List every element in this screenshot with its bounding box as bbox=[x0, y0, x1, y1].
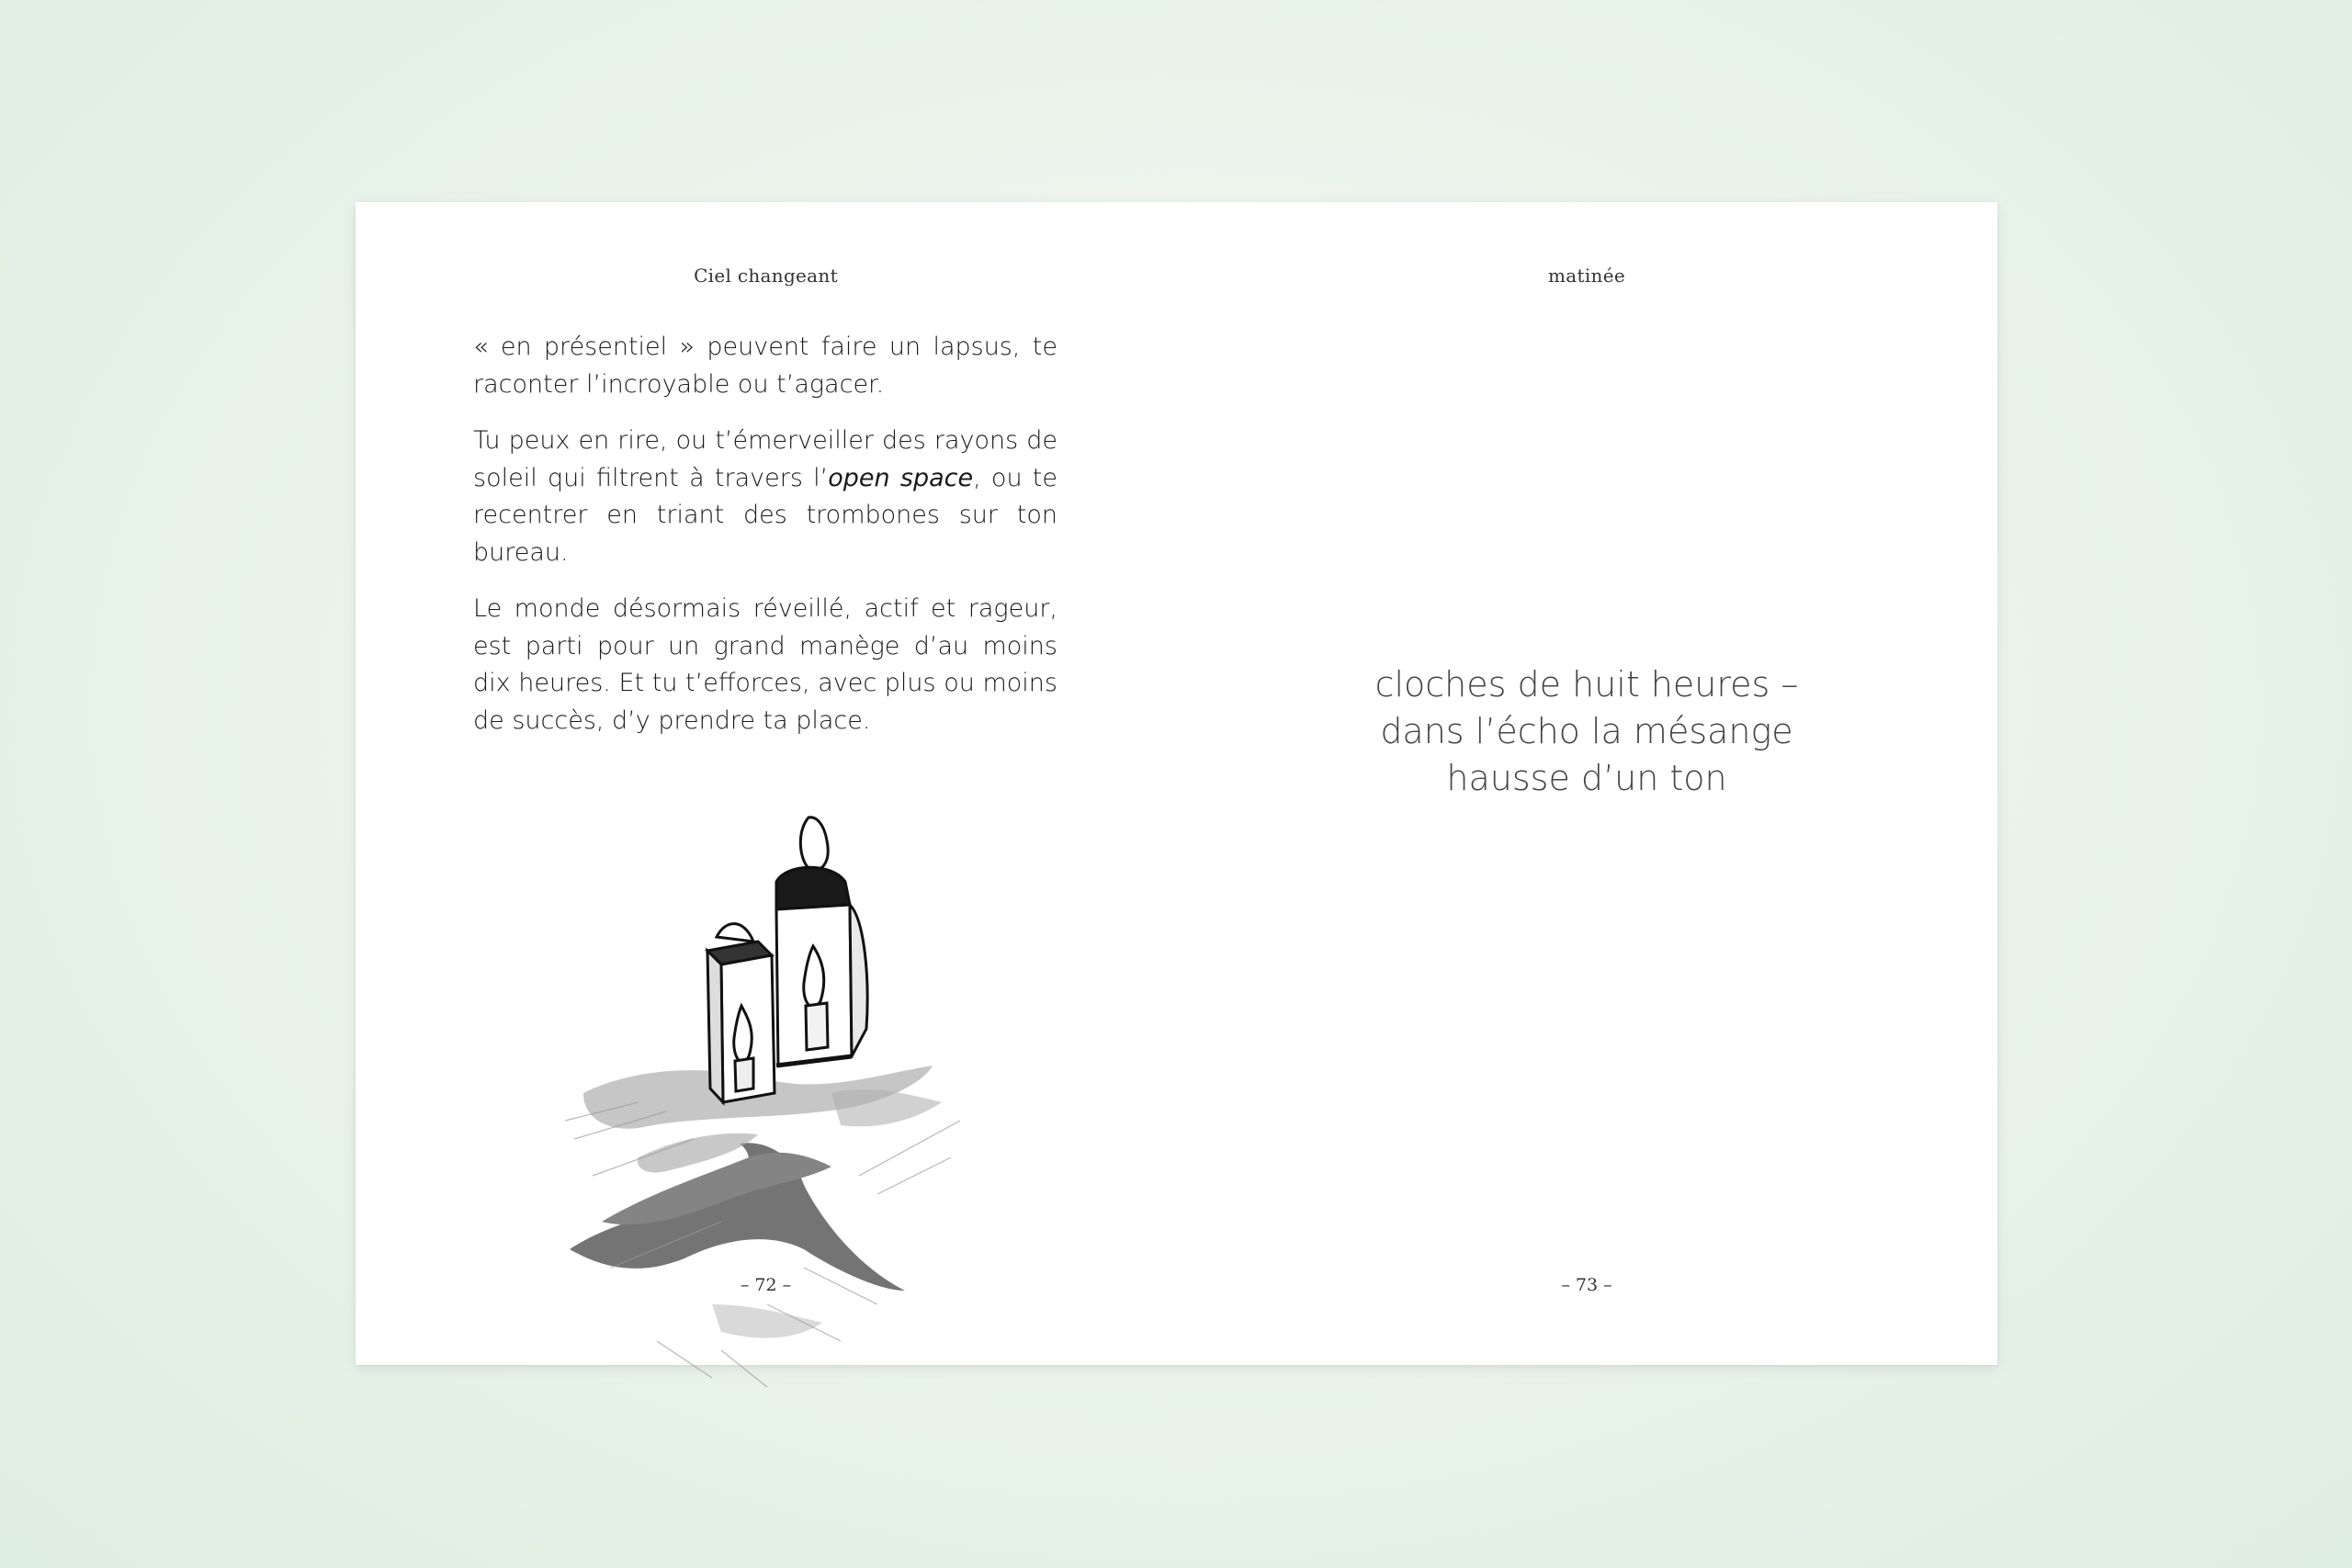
folio-right: – 73 – bbox=[1561, 1275, 1612, 1295]
folio-left: – 72 – bbox=[740, 1275, 792, 1295]
right-page bbox=[1176, 202, 1997, 1365]
italic-term: open space bbox=[828, 463, 974, 492]
paragraph-3: Le monde désormais réveillé, actif et rageur, est parti pour un grand manège d’au moins dix heures. Et tu t’efforces, avec plus ou moins de succès, d’y prendre ta place. bbox=[473, 594, 1057, 735]
running-head-left: Ciel changeant bbox=[694, 265, 838, 287]
paragraph-2-start: Tu peux en rire, ou t’émerveiller des rayons de soleil qui filtrent à travers l’ bbox=[473, 426, 1057, 492]
haiku-line-2: dans l’écho la mésange bbox=[1380, 711, 1793, 751]
paragraph-1: « en présentiel » peuvent faire un lapsus, te raconter l’incroyable ou t’agacer. bbox=[473, 333, 1057, 399]
haiku bbox=[1176, 661, 1997, 802]
haiku-line-1: cloches de huit heures – bbox=[1374, 664, 1799, 705]
body-text bbox=[473, 329, 1057, 759]
running-head-right: matinée bbox=[1548, 265, 1625, 287]
paragraph-2-end: , ou te recentrer en triant des trombones sur ton bureau. bbox=[473, 463, 1058, 567]
left-page bbox=[356, 202, 1176, 1365]
haiku-line-3: hausse d’un ton bbox=[1446, 758, 1727, 798]
lanterns-illustration bbox=[528, 790, 1006, 1415]
paragraph-2 bbox=[473, 423, 1057, 571]
book-spread bbox=[356, 202, 1997, 1365]
